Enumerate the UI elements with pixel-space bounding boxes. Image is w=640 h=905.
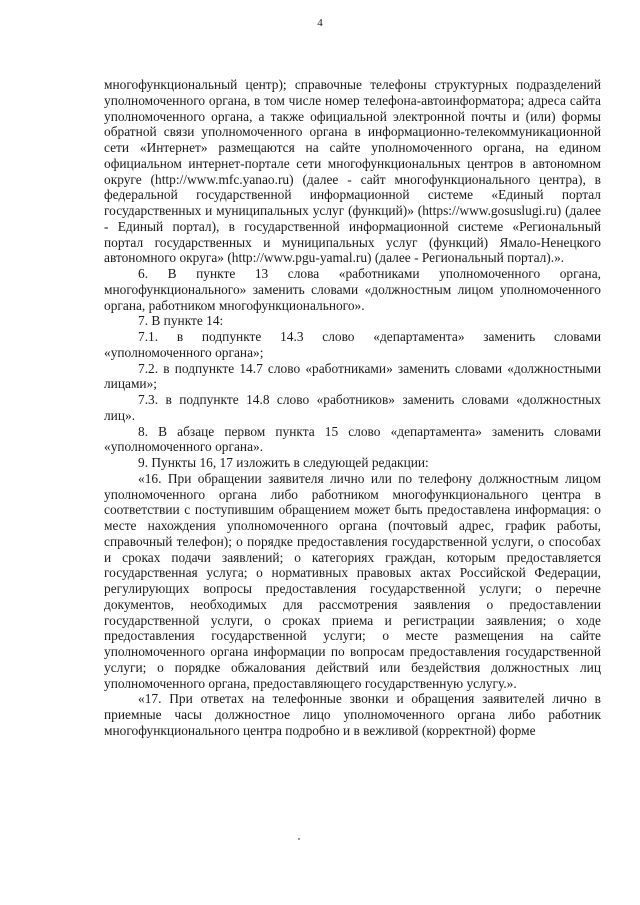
paragraph-item-7-2: 7.2. в подпункте 14.7 слово «работниками» заменить словами «должностными лицами»; bbox=[104, 360, 601, 392]
paragraph-item-7: 7. В пункте 14: bbox=[138, 313, 224, 329]
paragraph-item-7-1: 7.1. в подпункте 14.3 слово «департамента» заменить словами «уполномоченного органа»; bbox=[104, 329, 601, 360]
paragraph-item-7-3: 7.3. в подпункте 14.8 слово «работников» заменить словами «должностных лиц». bbox=[104, 392, 601, 423]
paragraph-clause-16: «16. При обращении заявителя лично или по телефону должностным лицом уполномоченного органа либо работником многофункционального центра в соответствии с поступившим обращением может быть предоставлена информация: о месте нахождения уполномоченного органа (почтовый адрес, график работы, справочный телефон); о порядке предоставления государственной услуги, о способах и сроках подачи заявлений; о категориях граждан, которым предоставляется государственная услуга; о нормативных правовых актах Российской Федерации, регулирующих вопросы предоставления государственной услуги; о перечне документов, необходимых для рассмотрения заявления о предоставлении государственной услуги, о сроках приема и регистрации заявления; о ходе предоставления государственной услуги; о месте размещения на сайте уполномоченного органа информации по вопросам предоставления государственной услуги; о порядке обжалования действий или бездействия должностных лиц уполномоченного органа, предоставляющего государственную услугу.». bbox=[104, 470, 601, 691]
paragraph-clause-17: «17. При ответах на телефонные звонки и обращения заявителей лично в приемные часы должностное лицо уполномоченного органа либо работник многофункционального центра подробно и в вежливой (корректной) форме bbox=[104, 691, 601, 738]
scan-speck bbox=[298, 838, 300, 840]
paragraph-item-8: 8. В абзаце первом пункта 15 слово «департамента» заменить словами «уполномоченного органа». bbox=[104, 423, 601, 455]
page-number: 4 bbox=[317, 17, 323, 29]
paragraph-item-6: 6. В пункте 13 слова «работниками уполномоченного органа, многофункционального» заменить словами «должностным лицом уполномоченного органа, работником многофункционального». bbox=[104, 266, 601, 313]
paragraph-continuation: многофункциональный центр); справочные телефоны структурных подразделений уполномоченного органа, в том числе номер телефона-автоинформатора; адреса сайта уполномоченного органа, а также официальной электронной почты и (или) формы обратной связи уполномоченного органа в информационно-телекоммуникационной сети «Интернет» размещаются на сайте уполномоченного органа, на едином официальном интернет-портале сети многофункциональных центров в автономном округе (http://www.mfc.yanao.ru) (далее - сайт многофункционального центра), в федеральной государственной информационной системе «Единый портал государственных и муниципальных услуг (функций)» (https://www.gosuslugi.ru) (далее - Единый портал), в государственной информационной системе «Региональный портал государственных и муниципальных услуг (функций) Ямало-Ненецкого автономного округа» (http://www.pgu-yamal.ru) (далее - Региональный портал).». bbox=[104, 77, 601, 266]
document-body bbox=[104, 77, 601, 739]
paragraph-item-9: 9. Пункты 16, 17 изложить в следующей редакции: bbox=[138, 455, 429, 470]
